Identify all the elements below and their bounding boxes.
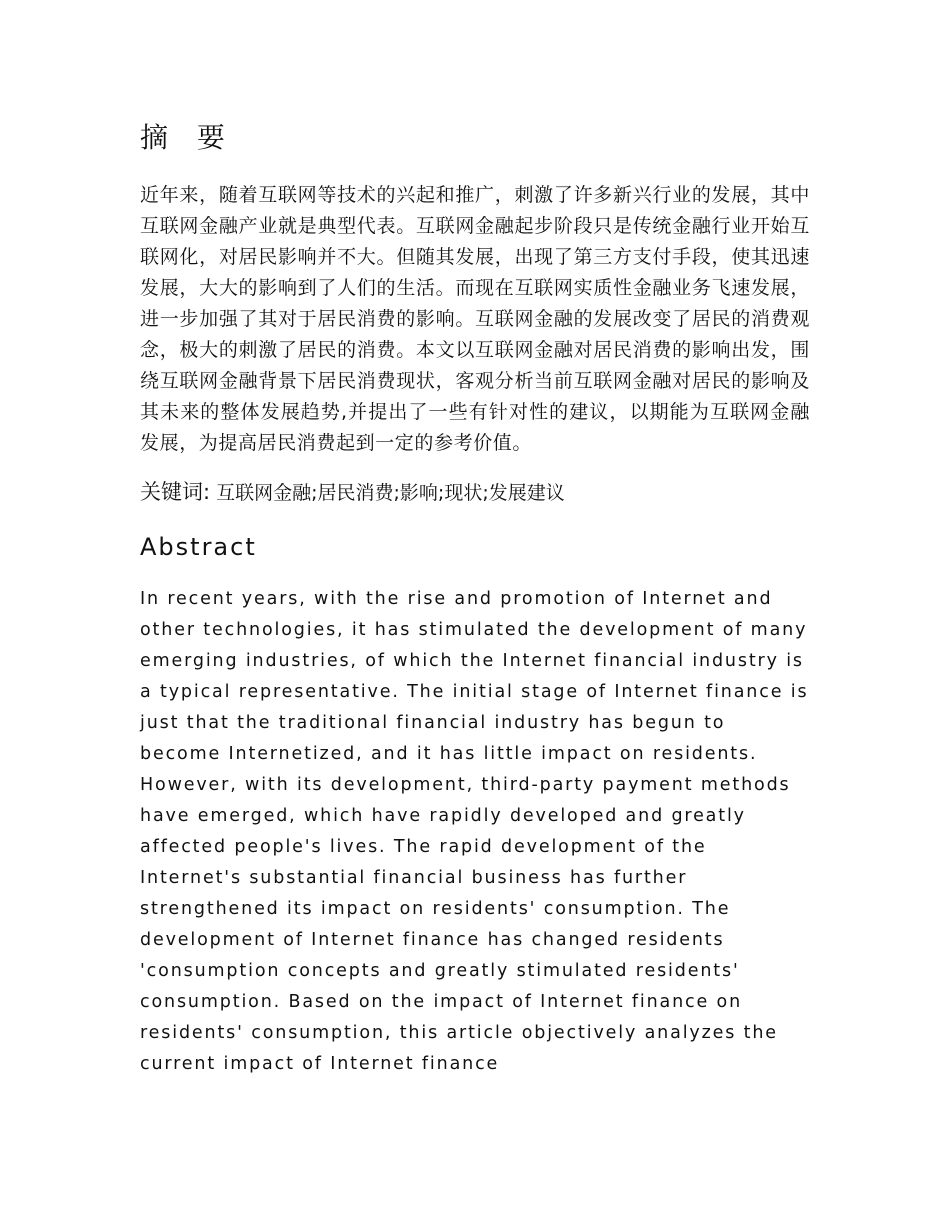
- english-abstract-body: In recent years, with the rise and promotion of Internet and other technologies, it has stimulated the development of many emerging industries, of which the Internet financial industry is a typical representative. The initial stage of Internet finance is just that the traditional financial industry has begun to become Internetized, and it has little impact on residents. However, with its development, third-party payment methods have emerged, which have rapidly developed and greatly affected people's lives. The rapid development of the Internet's substantial financial business has further strengthened its impact on residents' consumption. The development of Internet finance has changed residents 'consumption concepts and greatly stimulated residents' consumption. Based on the impact of Internet finance on residents' consumption, this article objectively analyzes the current impact of Internet finance: [140, 589, 809, 1074]
- page-content: [140, 118, 810, 1080]
- keywords-text: 互联网金融;居民消费;影响;现状;发展建议: [216, 482, 565, 504]
- keywords-line: [140, 477, 810, 508]
- chinese-abstract-body: 近年来，随着互联网等技术的兴起和推广，刺激了许多新兴行业的发展，其中互联网金融产业就是典型代表。互联网金融起步阶段只是传统金融行业开始互联网化，对居民影响并不大。但随其发展，出现了第三方支付手段，使其迅速发展，大大的影响到了人们的生活。而现在互联网实质性金融业务飞速发展，进一步加强了其对于居民消费的影响。互联网金融的发展改变了居民的消费观念，极大的刺激了居民的消费。本文以互联网金融对居民消费的影响出发，围绕互联网金融背景下居民消费现状，客观分析当前互联网金融对居民的影响及其未来的整体发展趋势,并提出了一些有针对性的建议，以期能为互联网金融发展，为提高居民消费起到一定的参考价值。: [140, 184, 810, 454]
- keywords-label: 关键词:: [140, 480, 211, 504]
- english-abstract-heading: Abstract: [140, 533, 257, 561]
- chinese-abstract-heading: 摘 要: [140, 121, 235, 154]
